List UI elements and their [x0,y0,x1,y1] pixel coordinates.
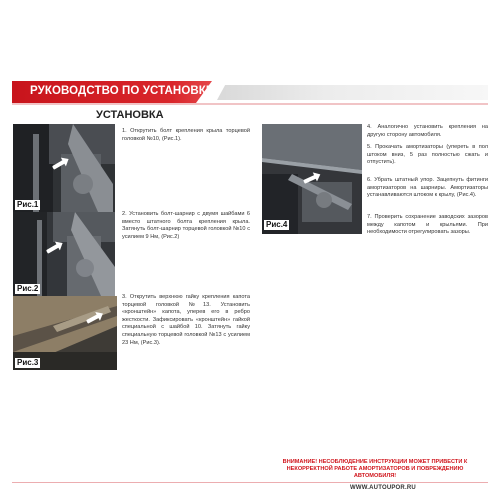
step-2-text: 2. Установить болт-шарнир с двумя шайбами 6 вместо штатного болта крепления крыла. Затянуть болт-шарнир торцевой головкой №10 с усилием 9 Нм, (Рис.2) [122,211,250,240]
header-gray-ribbon [217,85,488,100]
step-6-text: 6. Убрать штатный упор. Зацепнуть фитинги амортизаторов на шарниры. Амортизаторы устанавливаются штоком к крылу, (Рис.4). [367,177,488,199]
header-banner [12,81,488,103]
photo-fig-4 [262,124,362,234]
photo-fig-2 [13,212,115,296]
step-5-text: 5. Прокачать амортизаторы (упереть в пол штоком вниз, 5 раз полностью сжать и отпустить). [367,144,488,166]
footer-divider [12,482,488,483]
figure-label: Рис.3 [17,358,39,367]
warning-line: АВТОМОБИЛЯ! [353,473,397,479]
photo-fig-1 [13,124,115,212]
step-7-text: 7. Проверить сохранение заводских зазоров между капотом и крыльями. При необходимости отрегулировать зазоры. [367,214,488,236]
engine-bay-image-1 [13,124,115,212]
step-3-text: 3. Открутить верхнюю гайку крепления капота торцевой головкой №13. Установить «кронштейн» капота, уперев его в ребро жесткости. Зафиксировать «кронштейн» гайкой специальной с шайбой 10. Затянуть гайку специальную торцевой головкой №13 с усилием 23 Нм, (Рис.3). [122,294,250,346]
header-underline [12,103,488,105]
website-link[interactable]: WWW.AUTOUPOR.RU [350,485,416,491]
figure-label: Рис.1 [17,200,39,209]
figure-label: Рис.4 [266,220,288,229]
section-title: УСТАНОВКА [96,109,164,121]
warning-line: НЕКОРРЕКТНОЙ РАБОТЕ АМОРТИЗАТОРОВ И ПОВРЕЖДЕНИЮ [286,466,464,472]
figure-label: Рис.2 [17,284,39,293]
step-4-text: 4. Аналогично установить крепления на другую сторону автомобиля. [367,124,488,138]
warning-notice [262,459,488,480]
photo-fig-3 [13,296,117,370]
warning-line: ВНИМАНИЕ! НЕСОБЛЮДЕНИЕ ИНСТРУКЦИИ МОЖЕТ ПРИВЕСТИ К [282,459,468,465]
page-title: РУКОВОДСТВО ПО УСТАНОВКЕ [30,85,214,97]
step-1-text: 1. Открутить болт крепления крыла торцевой головкой №10, (Рис.1). [122,128,250,142]
